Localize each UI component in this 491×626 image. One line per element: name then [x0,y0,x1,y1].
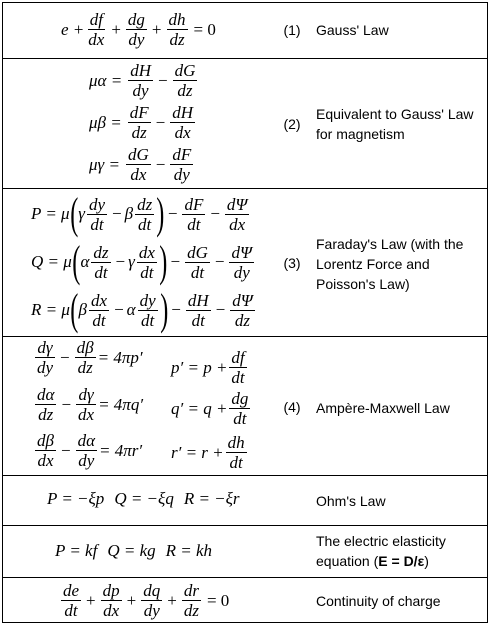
math-operator: − [155,154,166,174]
math-term: P = kf [55,541,98,560]
fraction: $\frac{d\Psi}{dx}$ [226,194,248,234]
fraction: $\frac{dG}{dx}$ [127,145,149,184]
maxwell-equations-table [2,2,488,623]
equation-cell [3,59,275,188]
equation [31,285,257,334]
fraction: $\frac{d\beta}{dx}$ [37,431,54,470]
equation-description: Ohm's Law [316,493,386,509]
description-text: ) [424,553,429,569]
math-operator: − [167,204,178,223]
equation [171,433,249,472]
fraction: $\frac{dz}{dt}$ [93,242,109,282]
math-term: P = −ξp [47,489,105,508]
fraction: $\frac{dH}{dx}$ [172,103,193,142]
table-row [3,526,487,578]
math-term: = 0 [206,590,230,610]
fraction: $\frac{d\alpha}{dy}$ [77,431,95,470]
fraction: $\frac{dy}{dt}$ [88,194,105,234]
fraction: $\frac{dG}{dt}$ [187,242,208,282]
fraction: $\frac{d\gamma}{dx}$ [78,385,95,424]
left-paren: ( [69,189,78,238]
right-paren: ) [159,285,168,334]
equation-number: (2) [283,116,301,132]
equation-cell [3,189,275,336]
table-row [3,3,487,59]
math-term: α [80,252,90,271]
fraction: $\frac{d\beta}{dz}$ [76,338,94,377]
math-operator: − [171,300,181,319]
equation-number: (1) [283,22,301,38]
math-operator: − [114,300,124,319]
math-term: α [126,300,136,319]
math-operator: − [210,204,220,223]
math-term: q′ = q + [171,398,228,418]
math-operator: − [115,252,126,271]
description-bold-formula: E = D/ε [378,553,425,569]
math-operator: − [112,204,122,223]
math-term: γ [78,204,85,223]
math-term: Q = kg [107,541,156,560]
math-term: R = μ [31,300,70,319]
fraction: $\frac{dy}{dt}$ [139,290,156,330]
fraction: $\frac{dp}{dx}$ [102,581,120,620]
equation [171,348,249,387]
fraction: $\frac{df}{dt}$ [231,348,245,387]
fraction: $\frac{dH}{dt}$ [187,290,209,330]
math-operator: + [126,590,137,610]
math-term: e + [61,19,85,39]
math-term: = 4πr′ [99,440,143,460]
math-operator: − [214,252,225,271]
equation [31,237,256,286]
math-term: γ [128,252,135,271]
equation [47,489,240,509]
fraction: $\frac{de}{dt}$ [63,581,80,620]
math-term: R = kh [165,541,213,560]
math-term: β [78,300,88,319]
math-operator: − [60,440,71,460]
left-paren: ( [72,237,81,286]
fraction: $\frac{dH}{dy}$ [130,61,151,100]
math-operator: − [60,347,70,367]
fraction: $\frac{dg}{dy}$ [127,10,145,49]
fraction: $\frac{dx}{dt}$ [91,290,108,330]
equation [33,385,143,424]
table-row [3,476,487,526]
equation-cell [3,526,275,577]
math-term: R = −ξr [183,489,240,508]
fraction: $\frac{dx}{dt}$ [138,242,155,282]
fraction: $\frac{dr}{dz}$ [183,581,199,620]
right-paren: ) [156,189,165,238]
math-term: Q = μ [31,252,72,271]
math-operator: + [151,19,162,39]
fraction: $\frac{dF}{dy}$ [172,145,192,184]
math-operator: − [155,112,166,132]
equation [59,581,229,620]
math-term: = 4πq′ [98,394,144,414]
fraction: $\frac{dG}{dz}$ [174,61,196,100]
equation-number: (4) [283,399,301,415]
fraction: $\frac{d\Psi}{dy}$ [231,242,252,282]
fraction: $\frac{dh}{dz}$ [168,10,186,49]
math-term: r′ = r + [171,442,224,462]
equation-description: Equivalent to Gauss' Law for magnetism [316,106,474,142]
equation-description [316,531,486,571]
math-operator: − [61,394,72,414]
equation [89,103,197,142]
right-paren: ) [159,237,168,286]
fraction: $\frac{dq}{dy}$ [143,581,161,620]
equation-cell [3,337,275,475]
table-row [3,578,487,624]
equation-description: Ampère-Maxwell Law [316,400,450,416]
description-text: The electric elasticity equation ( [316,533,446,569]
math-operator: − [215,300,226,319]
equation-cell [3,3,275,58]
math-term: μα = [89,70,123,90]
equation [33,338,143,377]
math-term: μβ = [89,112,122,132]
equation [31,189,251,238]
equation [89,145,195,184]
equation [171,389,252,428]
math-term: P = μ [31,204,70,223]
math-operator: − [157,70,168,90]
fraction: $\frac{d\Psi}{dz}$ [232,290,253,330]
fraction: $\frac{df}{dx}$ [88,10,105,49]
fraction: $\frac{d\gamma}{dy}$ [37,338,54,377]
equation [33,431,142,470]
fraction: $\frac{dF}{dt}$ [184,194,204,234]
math-operator: + [86,590,96,610]
fraction: $\frac{d\alpha}{dz}$ [37,385,55,424]
fraction: $\frac{dz}{dt}$ [137,194,153,234]
equation-description: Gauss' Law [316,22,389,38]
math-operator: − [170,252,181,271]
table-row [3,59,487,189]
equation [61,10,216,49]
equation-cell [3,476,275,525]
equation-number: (3) [283,255,301,271]
equation-description: Faraday's Law (with the Lorentz Force and Poisson's Law) [316,236,464,292]
equation [89,61,199,100]
math-operator: + [111,19,121,39]
equation-description: Continuity of charge [316,593,441,609]
table-row [3,337,487,476]
math-term: β [124,204,134,223]
math-term: Q = −ξq [114,489,174,508]
table-row [3,189,487,337]
fraction: $\frac{dh}{dt}$ [227,433,245,472]
fraction: $\frac{dF}{dz}$ [129,103,149,142]
math-term: p′ = p + [171,357,228,377]
left-paren: ( [70,285,79,334]
math-term: μγ = [89,154,120,174]
math-term: = 0 [193,19,216,39]
equation-cell [3,578,275,624]
fraction: $\frac{dg}{dt}$ [231,389,249,428]
equation [55,541,212,561]
math-term: = 4πp′ [97,347,143,367]
math-operator: + [167,590,177,610]
